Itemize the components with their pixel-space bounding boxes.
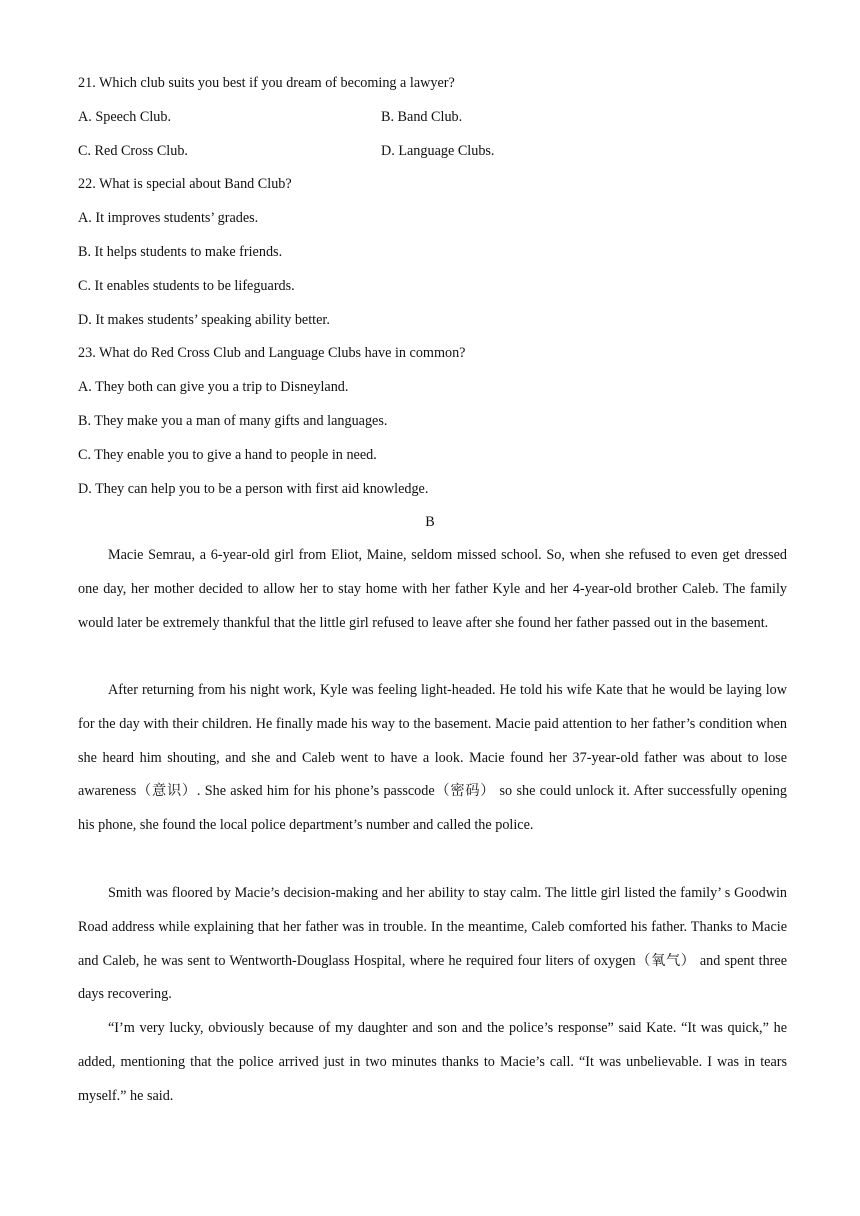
question-22-stem: 22. What is special about Band Club? — [78, 176, 292, 192]
passage-paragraph-1: Macie Semrau, a 6-year-old girl from Eliot, Maine, seldom missed school. So, when she refused to even get dressed one day, her mother decided to allow her to stay home with her father Kyle and her 4-year-old brother Caleb. The family would later be extremely thankful that the little girl refused to leave after she found her father passed out in the basement. — [78, 547, 787, 631]
question-21-option-b: B. Band Club. — [381, 109, 463, 125]
question-22-option-c: C. It enables students to be lifeguards. — [78, 278, 295, 294]
question-21-option-c: C. Red Cross Club. — [78, 143, 188, 159]
question-23-stem: 23. What do Red Cross Club and Language Clubs have in common? — [78, 345, 466, 361]
question-22-option-b: B. It helps students to make friends. — [78, 244, 283, 260]
question-22-option-a: A. It improves students’ grades. — [78, 210, 259, 226]
question-23-option-d: D. They can help you to be a person with first aid knowledge. — [78, 481, 429, 497]
passage-paragraph-2: After returning from his night work, Kyle was feeling light-headed. He told his wife Kate that he would be laying low for the day with their children. He finally made his way to the basement. Macie paid attention to her father’s condition when she heard him shouting, and she and Caleb went to have a look. Macie found her 37-year-old father was about to lose awareness（意识）. She asked him for his phone’s passcode（密码） so she could unlock it. After successfully opening his phone, she found the local police department’s number and called the police. — [78, 682, 787, 834]
question-23-option-c: C. They enable you to give a hand to people in need. — [78, 447, 377, 463]
question-21-option-a: A. Speech Club. — [78, 109, 171, 125]
question-23-option-b: B. They make you a man of many gifts and languages. — [78, 413, 388, 429]
question-21-option-d: D. Language Clubs. — [381, 143, 495, 159]
passage-paragraph-3: Smith was floored by Macie’s decision-making and her ability to stay calm. The little girl listed the family’ s Goodwin Road address while explaining that her father was in trouble. In the meantime, Caleb comforted his father. Thanks to Macie and Caleb, he was sent to Wentworth-Douglass Hospital, where he required four liters of oxygen（氧气） and spent three days recovering. — [78, 885, 787, 1003]
passage-heading: B — [425, 514, 435, 530]
question-23-option-a: A. They both can give you a trip to Disneyland. — [78, 379, 349, 395]
passage-paragraph-4: “I’m very lucky, obviously because of my daughter and son and the police’s response” said Kate. “It was quick,” he added, mentioning that the police arrived just in two minutes thanks to Macie’s call. “It was unbelievable. I was in tears myself.” he said. — [78, 1020, 787, 1104]
question-22-option-d: D. It makes students’ speaking ability better. — [78, 312, 330, 328]
question-21-stem: 21. Which club suits you best if you dream of becoming a lawyer? — [78, 75, 455, 91]
